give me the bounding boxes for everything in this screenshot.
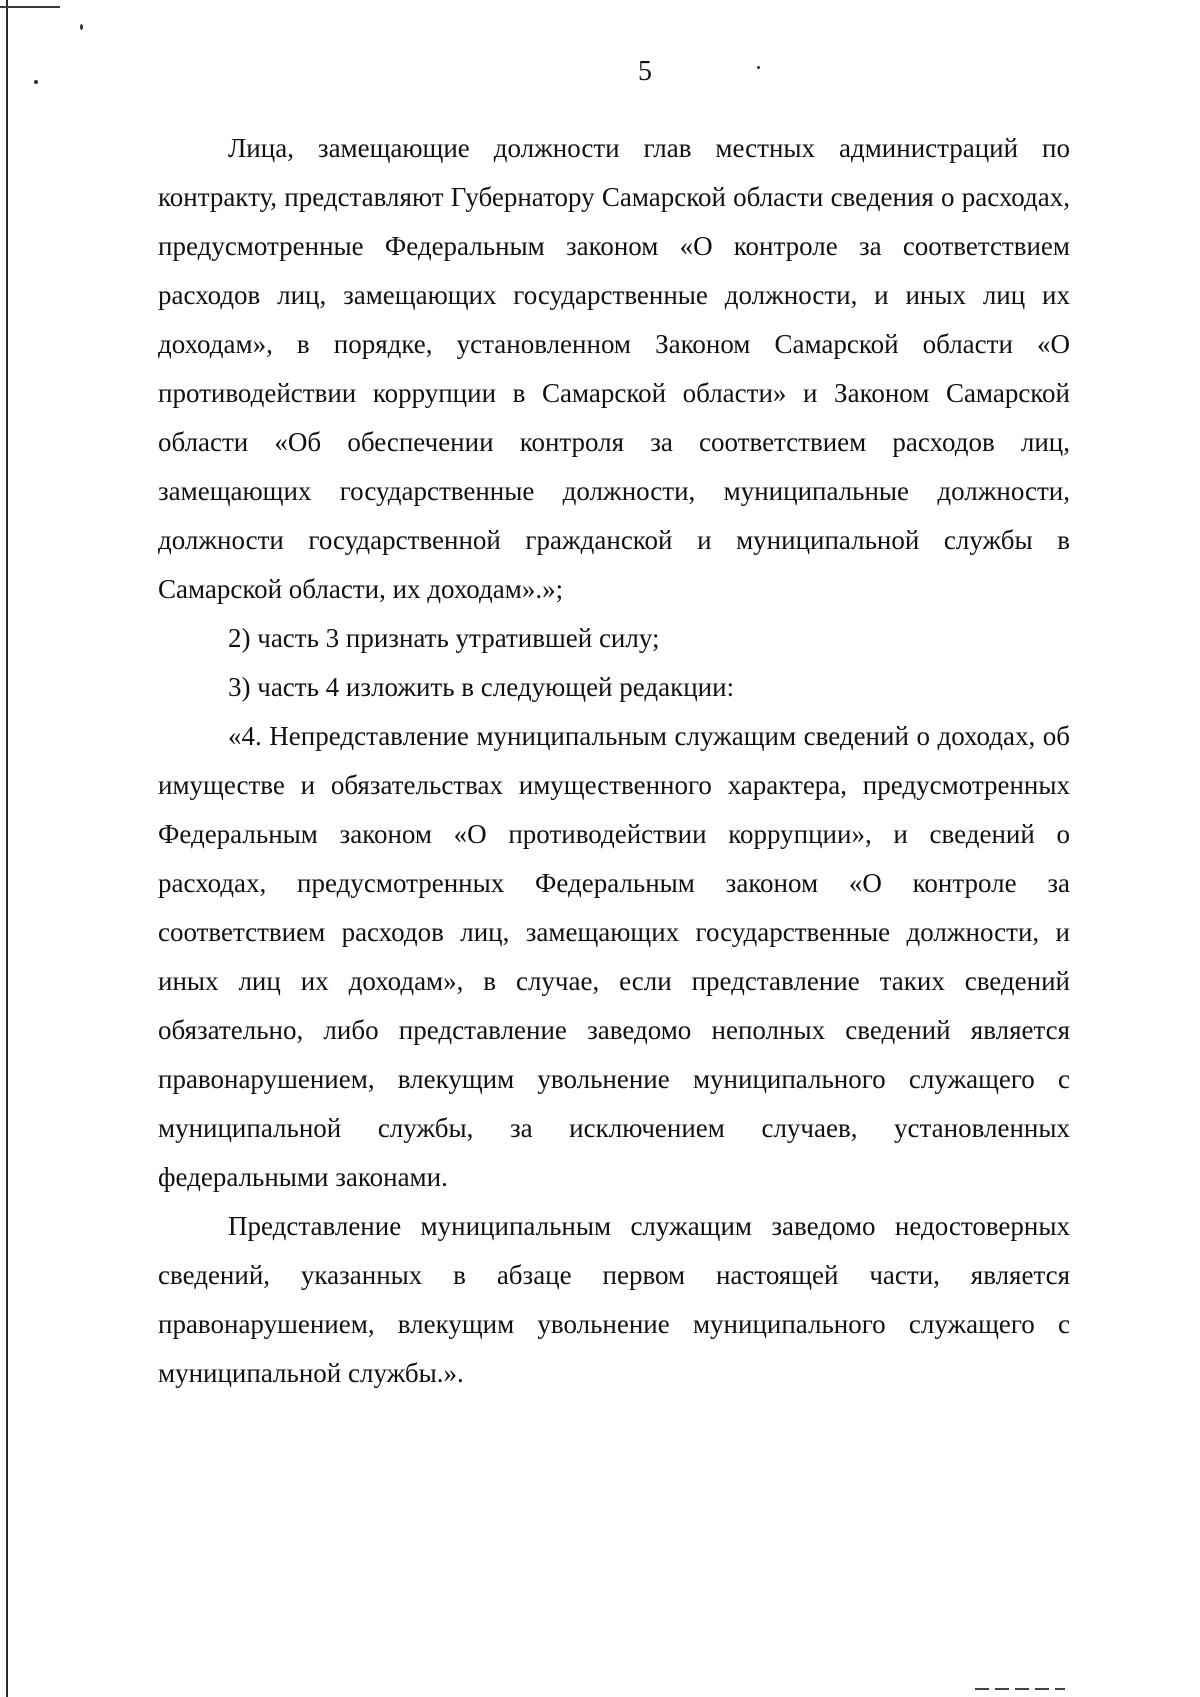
scan-bottom-mark	[975, 1688, 1065, 1690]
scan-top-mark	[0, 6, 60, 8]
scan-speck	[80, 24, 83, 30]
document-body	[158, 124, 1070, 1398]
list-item: 3) часть 4 изложить в следующей редакции:	[228, 672, 735, 702]
paragraph: Представление муниципальным служащим заведомо недостоверных сведений, указанных в абзаце первом настоящей части, является правонарушением, влекущим увольнение муниципального служащего с муниципальной службы.».	[158, 1211, 1070, 1388]
paragraph: «4. Непредставление муниципальным служащим сведений о доходах, об имуществе и обязательствах имущественного характера, предусмотренных Федеральным законом «О противодействии коррупции», и сведений о расходах, предусмотренных Федеральным законом «О контроле за соответствием расходов лиц, замещающих государственные должности, и иных лиц их доходам», в случае, если представление таких сведений обязательно, либо представление заведомо неполных сведений является правонарушением, влекущим увольнение муниципального служащего с муниципальной службы, за исключением случаев, установленных федеральными законами.	[158, 721, 1070, 1192]
page-number: 5	[638, 56, 652, 87]
scan-left-edge	[6, 0, 8, 1697]
list-item: 2) часть 3 признать утратившей силу;	[228, 623, 660, 653]
paragraph: Лица, замещающие должности глав местных администраций по контракту, представляют Губернатору Самарской области сведения о расходах, предусмотренные Федеральным законом «О контроле за соответствием расходов лиц, замещающих государственные должности, и иных лиц их доходам», в порядке, установленном Законом Самарской области «О противодействии коррупции в Самарской области» и Законом Самарской области «Об обеспечении контроля за соответствием расходов лиц, замещающих государственные должности, муниципальные должности, должности государственной гражданской и муниципальной службы в Самарской области, их доходам».»;	[158, 133, 1070, 604]
